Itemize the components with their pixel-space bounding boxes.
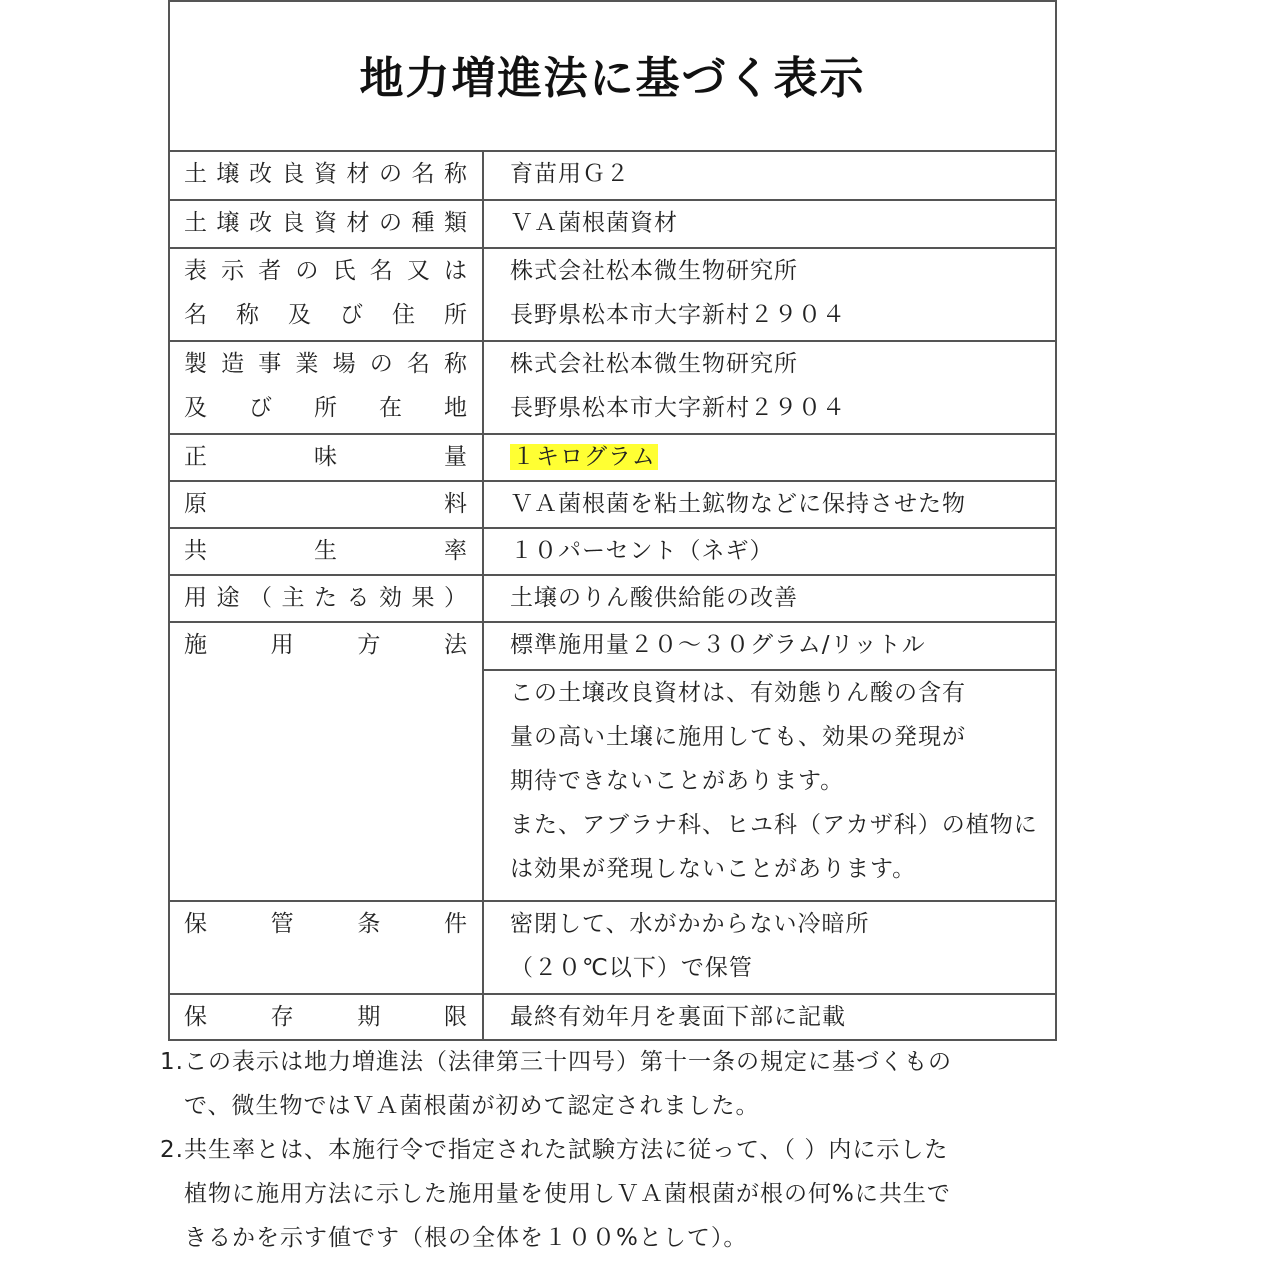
row-expiry (170, 994, 1055, 1039)
value-name: 育苗用Ｇ２ (483, 152, 1055, 200)
footnote-2: 2. 共生率とは、本施行令で指定された試験方法に従って、（ ）内に示した 植物に施用方法に示した施用量を使用しＶＡ菌根菌が根の何%に共生で きるかを示す値です（根の全体を１００%として）。 (160, 1128, 1060, 1260)
value-displayer: 株式会社松本微生物研究所 長野県松本市大字新村２９０４ (483, 248, 1055, 341)
value-storage: 密閉して、水がかからない冷暗所 （２０℃以下）で保管 (483, 901, 1055, 994)
label-factory: 製造事業場の名称 及び所在地 (170, 341, 483, 434)
label-symbiosis: 共生率 (170, 528, 483, 575)
value-expiry: 最終有効年月を裏面下部に記載 (510, 1004, 846, 1030)
value-material: ＶＡ菌根菌を粘土鉱物などに保持させた物 (483, 481, 1055, 528)
label-material: 原料 (170, 481, 483, 528)
title-box (170, 2, 1055, 152)
footnote-number: 2. (160, 1137, 184, 1163)
row-net-weight (170, 434, 1055, 481)
label-type: 土壌改良資材の種類 (170, 200, 483, 248)
row-use (170, 575, 1055, 622)
footnote-1: 1. この表示は地力増進法（法律第三十四号）第十一条の規定に基づくもの で、微生物ではＶＡ菌根菌が初めて認定されました。 (160, 1040, 1060, 1128)
row-type (170, 200, 1055, 248)
footnote-number: 1. (160, 1049, 184, 1075)
highlighted-net-weight: １キログラム (512, 444, 656, 470)
label-net-weight: 正味量 (170, 434, 483, 481)
label-expiry: 保存期限 (170, 994, 483, 1039)
label-use: 用途（主たる効果） (170, 575, 483, 622)
row-symbiosis (170, 528, 1055, 575)
info-table (170, 152, 1055, 1039)
label-method: 施用方法 (170, 622, 483, 901)
value-method: 標準施用量２０～３０グラム/リットル この土壌改良資材は、有効態りん酸の含有 量の高い土壌に施用しても、効果の発現が 期待できないことがあります。 また、アブラナ科、ヒユ科（アカザ科）の植物に は効果が発現しないことがあります。 (483, 622, 1055, 901)
row-storage (170, 901, 1055, 994)
row-material (170, 481, 1055, 528)
row-factory (170, 341, 1055, 434)
row-method (170, 622, 1055, 901)
label-sheet (168, 0, 1057, 1041)
label-name: 土壌改良資材の名称 (170, 152, 483, 200)
label-displayer: 表示者の氏名又は 名称及び住所 (170, 248, 483, 341)
page-title: 地力増進法に基づく表示 (359, 53, 866, 104)
value-net-weight (483, 434, 1055, 481)
value-type: ＶＡ菌根菌資材 (483, 200, 1055, 248)
value-symbiosis: １０パーセント（ネギ） (483, 528, 1055, 575)
value-use: 土壌のりん酸供給能の改善 (483, 575, 1055, 622)
value-factory: 株式会社松本微生物研究所 長野県松本市大字新村２９０４ (483, 341, 1055, 434)
footnotes (160, 1040, 1060, 1260)
method-caution: この土壌改良資材は、有効態りん酸の含有 量の高い土壌に施用しても、効果の発現が 期待できないことがあります。 また、アブラナ科、ヒユ科（アカザ科）の植物に は効果が発現しないことがあります。 (484, 669, 1055, 891)
row-displayer (170, 248, 1055, 341)
label-storage: 保管条件 (170, 901, 483, 994)
row-name (170, 152, 1055, 200)
